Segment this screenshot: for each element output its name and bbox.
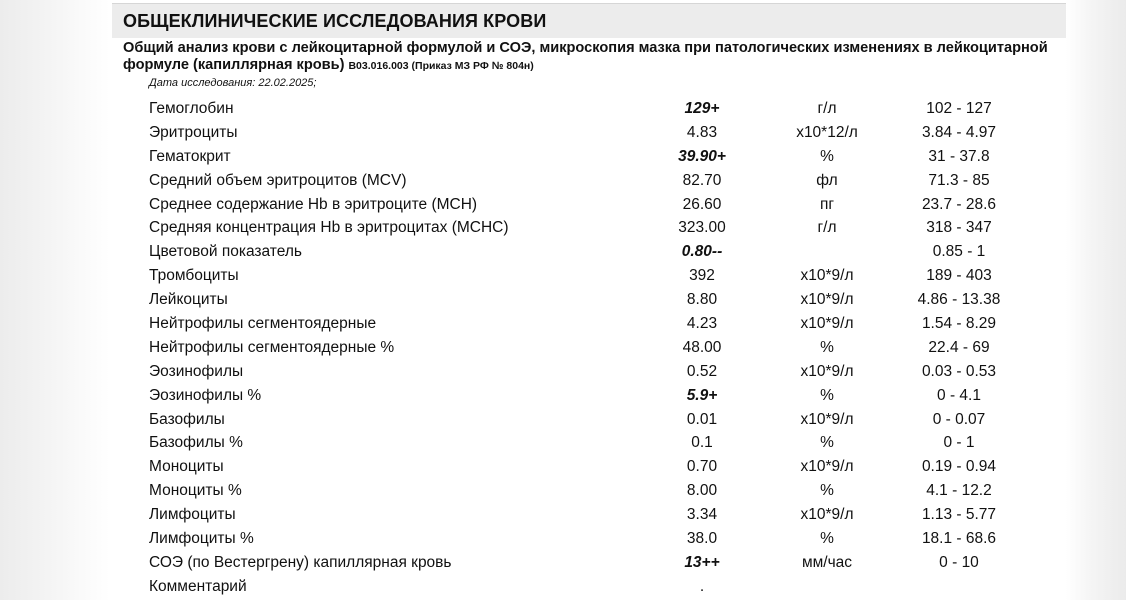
table-row	[112, 504, 1066, 528]
result-name: Эритроциты	[149, 123, 238, 141]
result-unit: фл	[816, 171, 838, 189]
result-unit: x10*9/л	[800, 362, 854, 380]
result-unit: x10*9/л	[800, 506, 854, 524]
table-row	[112, 432, 1066, 456]
result-name: Средняя концентрация Hb в эритроцитах (MCHC)	[149, 219, 509, 237]
result-name: Нейтрофилы сегментоядерные	[149, 315, 377, 333]
reference-range: 23.7 - 28.6	[921, 195, 997, 213]
result-unit: x10*9/л	[800, 410, 854, 428]
table-row	[112, 385, 1066, 409]
result-value: 5.9+	[686, 386, 718, 404]
table-row	[112, 289, 1066, 313]
table-row	[112, 409, 1066, 433]
result-name: Эозинофилы %	[149, 386, 262, 404]
result-unit: мм/час	[801, 553, 853, 571]
result-unit: %	[820, 147, 834, 165]
table-row	[112, 361, 1066, 385]
table-row	[112, 98, 1066, 122]
result-value: 82.70	[682, 171, 722, 189]
section-title: ОБЩЕКЛИНИЧЕСКИЕ ИССЛЕДОВАНИЯ КРОВИ	[123, 11, 547, 31]
table-row	[112, 265, 1066, 289]
result-name: СОЭ (по Вестергрену) капиллярная кровь	[149, 553, 452, 571]
reference-range: 3.84 - 4.97	[921, 123, 997, 141]
reference-range: 318 - 347	[926, 219, 992, 237]
table-row	[112, 480, 1066, 504]
result-name: Эозинофилы	[149, 362, 244, 380]
result-value: 0.80--	[681, 243, 723, 261]
result-unit: x10*9/л	[800, 291, 854, 309]
result-value: 13++	[684, 553, 720, 571]
test-title-block	[123, 40, 1063, 75]
result-value: 323.00	[678, 219, 726, 237]
table-row	[112, 576, 1066, 600]
reference-range: 0.03 - 0.53	[921, 362, 997, 380]
result-name: Цветовой показатель	[149, 243, 302, 261]
result-unit: x10*9/л	[800, 315, 854, 333]
result-unit: г/л	[817, 100, 837, 117]
result-unit: x10*9/л	[800, 267, 854, 285]
table-row	[112, 313, 1066, 337]
result-unit: %	[820, 482, 834, 500]
result-unit: %	[820, 386, 834, 404]
result-name: Моноциты	[149, 458, 224, 476]
result-value: 8.80	[686, 291, 718, 309]
reference-range: 0.19 - 0.94	[921, 458, 997, 476]
result-value: 26.60	[682, 195, 722, 213]
test-title: Общий анализ крови с лейкоцитарной формулой и СОЭ, микроскопия мазка при патологических изменениях в лейкоцитарной формуле (капиллярная кровь)	[123, 40, 1048, 73]
table-row	[112, 122, 1066, 146]
reference-range: 0 - 4.1	[937, 386, 981, 404]
table-row	[112, 241, 1066, 265]
result-value: 38.0	[686, 530, 718, 548]
reference-range: 0.85 - 1	[932, 243, 986, 261]
result-value: 0.1	[691, 434, 713, 452]
report-sheet	[112, 0, 1066, 600]
study-date: Дата исследования: 22.02.2025;	[149, 77, 317, 89]
table-row	[112, 170, 1066, 194]
reference-range: 4.1 - 12.2	[926, 482, 992, 500]
reference-range: 18.1 - 68.6	[921, 530, 997, 548]
table-row	[112, 456, 1066, 480]
result-value: 0.70	[686, 458, 718, 476]
result-name: Лимфоциты	[149, 506, 236, 524]
result-value: 3.34	[686, 506, 718, 524]
reference-range: 0 - 10	[939, 553, 979, 571]
reference-range: 1.13 - 5.77	[921, 506, 997, 524]
table-row	[112, 528, 1066, 552]
result-name: Комментарий	[149, 577, 247, 595]
result-name: Лейкоциты	[149, 291, 228, 309]
result-name: Среднее содержание Hb в эритроците (MCH)	[149, 195, 478, 213]
result-value: 0.52	[686, 362, 718, 380]
result-value: 4.83	[686, 123, 718, 141]
result-value: 8.00	[686, 482, 718, 500]
result-unit: пг	[819, 195, 835, 213]
result-unit: %	[820, 338, 834, 356]
result-name: Нейтрофилы сегментоядерные %	[149, 338, 395, 356]
results-table	[112, 98, 1066, 600]
result-unit: г/л	[817, 219, 837, 237]
table-row	[112, 337, 1066, 361]
reference-range: 1.54 - 8.29	[921, 315, 997, 333]
result-name: Гематокрит	[149, 147, 231, 165]
result-name: Базофилы %	[149, 434, 243, 452]
table-row	[112, 217, 1066, 241]
reference-range: 189 - 403	[926, 267, 992, 285]
result-unit: x10*9/л	[800, 458, 854, 476]
result-name: Базофилы	[149, 410, 225, 428]
result-value: 129+	[684, 100, 720, 117]
result-value: 0.01	[686, 410, 718, 428]
result-name: Лимфоциты %	[149, 530, 254, 548]
result-value: 48.00	[682, 338, 722, 356]
result-unit: %	[820, 530, 834, 548]
table-row	[112, 194, 1066, 218]
result-unit: %	[820, 434, 834, 452]
reference-range: 0 - 1	[943, 434, 975, 452]
reference-range: 4.86 - 13.38	[917, 291, 1001, 309]
result-name: Гемоглобин	[149, 100, 234, 117]
result-name: Тромбоциты	[149, 267, 239, 285]
reference-range: 31 - 37.8	[928, 147, 990, 165]
reference-range: 0 - 0.07	[932, 410, 986, 428]
result-name: Средний объем эритроцитов (MCV)	[149, 171, 407, 189]
reference-range: 71.3 - 85	[928, 171, 990, 189]
result-unit: x10*12/л	[796, 123, 858, 141]
table-row	[112, 146, 1066, 170]
table-row	[112, 552, 1066, 576]
result-value: 4.23	[686, 315, 718, 333]
result-value: 392	[689, 267, 715, 285]
section-header	[112, 3, 1066, 38]
reference-range: 22.4 - 69	[928, 338, 990, 356]
result-value: 39.90+	[678, 147, 726, 165]
reference-range: 102 - 127	[926, 100, 992, 117]
result-name: Моноциты %	[149, 482, 242, 500]
test-code: B03.016.003 (Приказ МЗ РФ № 804н)	[348, 60, 534, 72]
result-value: .	[699, 577, 705, 595]
